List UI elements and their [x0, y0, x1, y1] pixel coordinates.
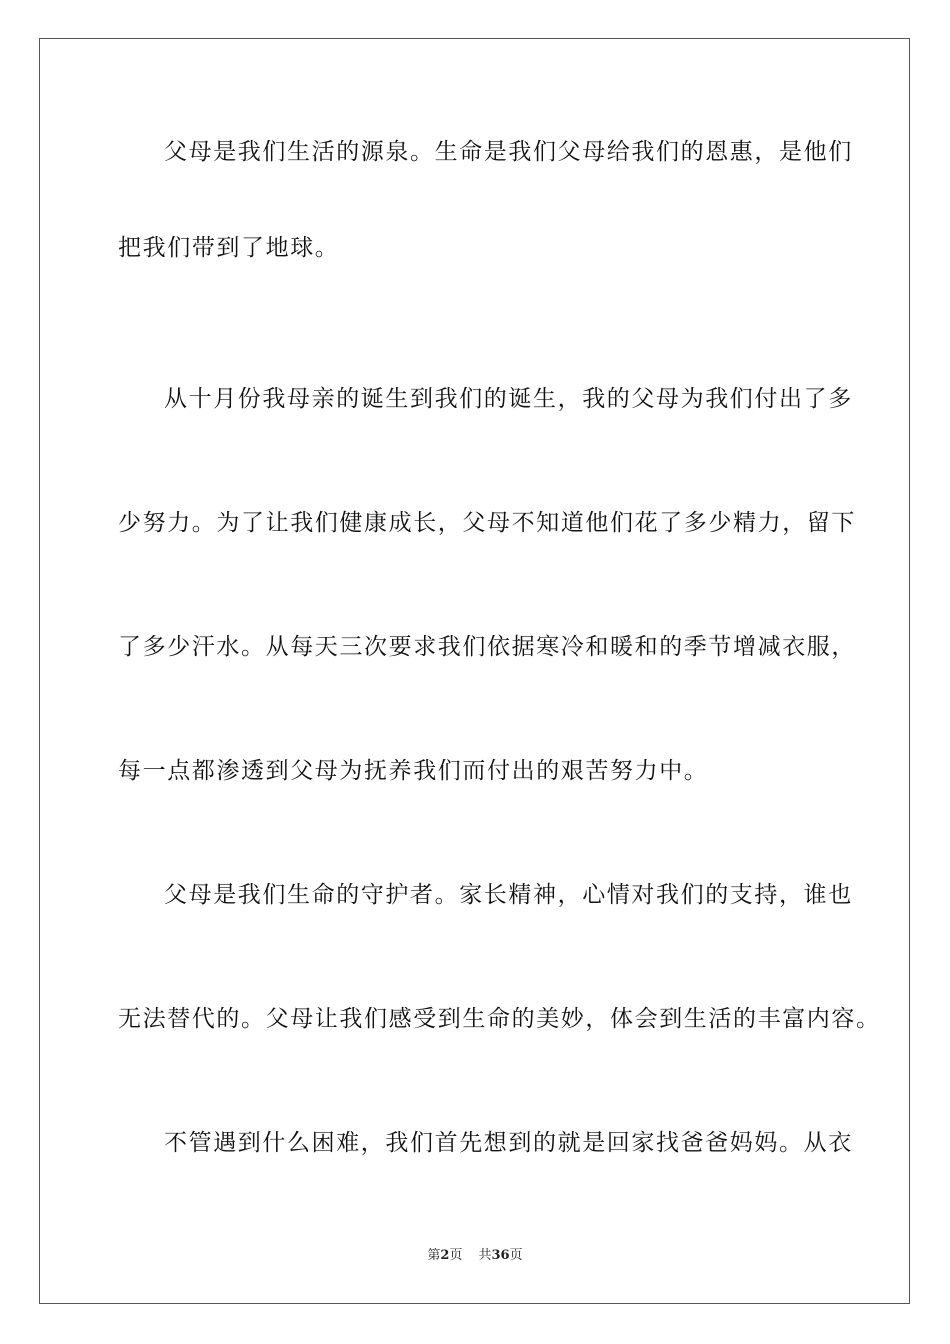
- paragraph-3-line-1: 父母是我们生命的守护者。家长精神，心情对我们的支持，谁也: [164, 882, 853, 908]
- page-number: 2: [440, 1248, 450, 1263]
- total-suffix: 页: [509, 1248, 523, 1263]
- paragraph-1-line-2: 把我们带到了地球。: [118, 235, 340, 261]
- paragraph-1-line-1: 父母是我们生活的源泉。生命是我们父母给我们的恩惠，是他们: [164, 139, 853, 165]
- page-border: [39, 38, 910, 1304]
- paragraph-4-line-1: 不管遇到什么困难，我们首先想到的就是回家找爸爸妈妈。从衣: [164, 1130, 853, 1156]
- paragraph-3-line-2: 无法替代的。父母让我们感受到生命的美妙，体会到生活的丰富内容。: [118, 1006, 881, 1032]
- total-pages: 36: [491, 1248, 510, 1263]
- paragraph-2-line-3: 了多少汗水。从每天三次要求我们依据寒冷和暖和的季节增减衣服，: [118, 634, 856, 660]
- page-prefix: 第: [427, 1248, 441, 1263]
- total-prefix: 共: [478, 1248, 492, 1263]
- page-suffix: 页: [449, 1248, 463, 1263]
- paragraph-2-line-1: 从十月份我母亲的诞生到我们的诞生，我的父母为我们付出了多: [164, 386, 853, 412]
- paragraph-2-line-2: 少努力。为了让我们健康成长，父母不知道他们花了多少精力，留下: [118, 510, 856, 536]
- page-footer: [0, 1248, 950, 1264]
- paragraph-2-line-4: 每一点都渗透到父母为抚养我们而付出的艰苦努力中。: [118, 758, 709, 784]
